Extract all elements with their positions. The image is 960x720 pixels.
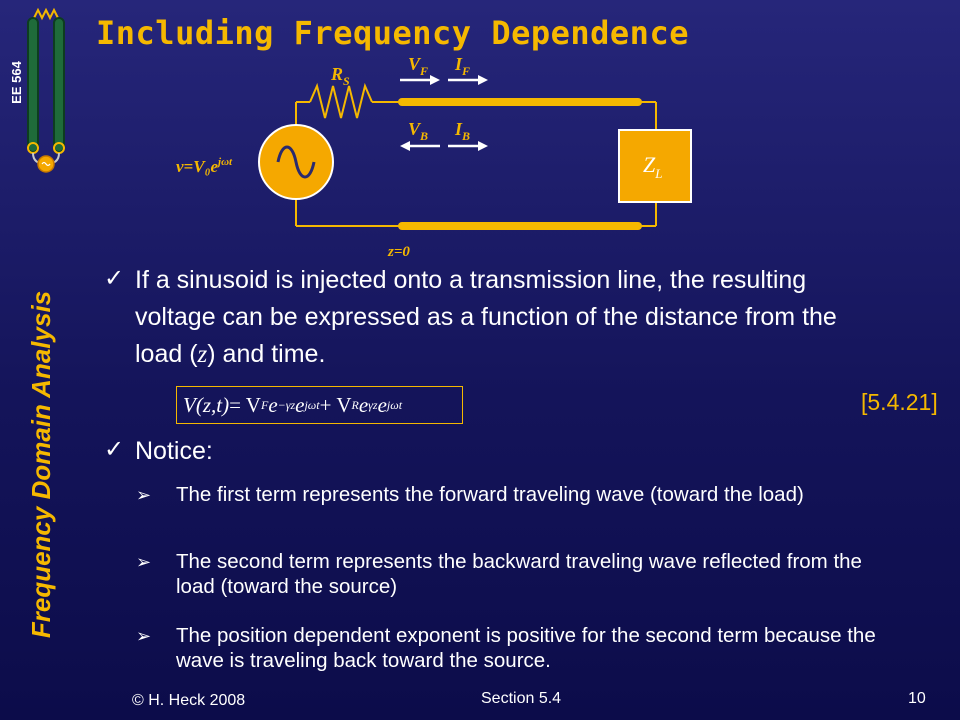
- z-variable: z: [197, 341, 208, 368]
- ib-label: $I_B$: [455, 119, 471, 143]
- circuit-wires: [296, 86, 656, 226]
- footer-section: Section 5.4: [481, 690, 562, 707]
- if-label: $I_F$: [455, 54, 471, 78]
- equation-box: V(z,t) = V F e −γz e jωt + V R e γz e jωt: [176, 386, 463, 424]
- arrow-bullet-icon: ➢: [136, 485, 152, 505]
- circuit-diagram: [160, 52, 720, 264]
- equation-number: [5.4.21]: [861, 389, 938, 415]
- bullet-notice: ✓ Notice:: [135, 433, 435, 470]
- vb-label: $V_B$: [408, 119, 429, 143]
- line-conductor-bottom: [398, 222, 642, 230]
- ac-source-icon: [259, 125, 333, 199]
- resistor-label: $R_S$: [331, 64, 350, 88]
- bullet-sinusoid: ✓ If a sinusoid is injected onto a transmission line, the resulting voltage can be expressed as a function of the distance from the load (z) and time.: [135, 262, 875, 373]
- section-label: Frequency Domain Analysis: [26, 290, 57, 638]
- vf-label: $V_F$: [408, 54, 429, 78]
- footer-copyright: © H. Heck 2008: [132, 692, 246, 709]
- course-tag: EE 564: [8, 60, 24, 104]
- arrow-bullet-icon: ➢: [136, 626, 152, 646]
- line-conductor-top: [398, 98, 642, 106]
- sub-bullet-forward: ➢ The first term represents the forward traveling wave (toward the load): [136, 483, 804, 506]
- checkmark-icon: ✓: [104, 265, 125, 292]
- arrow-bullet-icon: ➢: [136, 552, 152, 572]
- sub-bullet-exponent: ➢ The position dependent exponent is positive for the second term because the wave is traveling back toward the source.: [136, 624, 876, 672]
- source-label: $v=V_0e^{j\omega t}$: [176, 156, 233, 176]
- checkmark-icon: ✓: [104, 436, 125, 463]
- load-label: $Z_L$: [643, 152, 663, 181]
- slide-title: Including Frequency Dependence: [96, 14, 689, 52]
- position-label: z=0: [388, 244, 410, 260]
- footer-page-number: 10: [908, 690, 926, 707]
- sub-bullet-backward: ➢ The second term represents the backward traveling wave reflected from the load (toward the source): [136, 550, 862, 598]
